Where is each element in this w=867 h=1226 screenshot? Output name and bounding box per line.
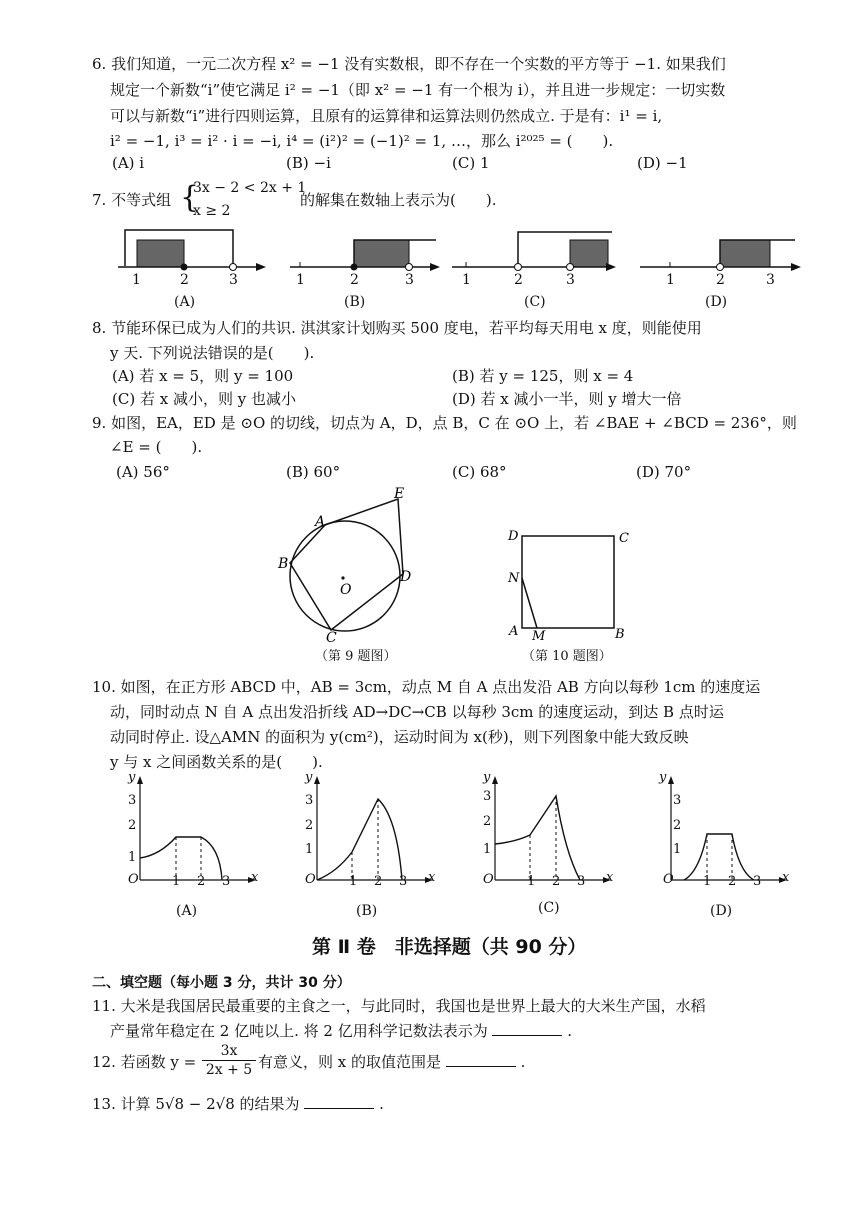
q7-label-d: (D) — [705, 294, 728, 310]
q10-label-a: (A) — [176, 903, 198, 919]
qc-o: O — [483, 872, 494, 887]
q6-option-d: (D) −1 — [637, 154, 688, 172]
q7-ineq1: 3x − 2 < 2x + 1 — [193, 180, 307, 196]
q10-graph-a — [137, 776, 259, 885]
qb-xt3: 3 — [399, 874, 408, 889]
q13-pre: 13. 计算 5√8 − 2√8 的结果为 — [92, 1095, 300, 1113]
q10-label-d: (D) — [710, 903, 733, 919]
q10-graph-d — [668, 776, 790, 885]
qa-yt2: 2 — [128, 818, 137, 833]
qd-o: O — [663, 872, 674, 887]
q8-option-a: (A) 若 x = 5，则 y = 100 — [112, 367, 294, 385]
qb-yt2: 2 — [305, 818, 314, 833]
q8-line1: 8. 节能环保已成为人们的共识. 淇淇家计划购买 500 度电，若平均每天用电 x 度，则能使用 — [92, 319, 702, 337]
qb-yt1: 1 — [305, 842, 314, 857]
qd-yt3: 3 — [673, 793, 682, 808]
qc-yt1: 1 — [483, 842, 492, 857]
q10-point-m: M — [532, 629, 546, 644]
qc-yt3: 3 — [483, 789, 492, 804]
q11-line2 — [110, 1021, 572, 1041]
qb-x: x — [428, 870, 436, 885]
q12-post-line — [258, 1052, 525, 1072]
q10-line2: 动，同时动点 N 自 A 点出发沿折线 AD→DC→CB 以每秒 3cm 的速度运动，到达 B 点时运 — [110, 703, 724, 721]
q10-point-d: D — [508, 529, 519, 544]
q10-caption: （第 10 题图） — [522, 649, 612, 664]
q6-line1: 6. 我们知道，一元二次方程 x² = −1 没有实数根，即不存在一个实数的平方等于 −1. 如果我们 — [92, 55, 726, 73]
q9-line1: 9. 如图，EA，ED 是 ⊙O 的切线，切点为 A，D，点 B，C 在 ⊙O 上，若 ∠BAE + ∠BCD = 236°，则 — [92, 414, 797, 432]
q6-line2: 规定一个新数“i”使它满足 i² = −1（即 x² = −1 有一个根为 i），并且进一步规定：一切实数 — [110, 81, 726, 99]
q7-a-tick1: 1 — [132, 272, 141, 288]
qd-y: y — [659, 770, 667, 785]
q8-option-b: (B) 若 y = 125，则 x = 4 — [452, 367, 634, 385]
q7-d-tick3: 3 — [766, 272, 775, 288]
q8-line2: y 天. 下列说法错误的是( ). — [110, 344, 315, 362]
qd-xt3: 3 — [753, 874, 762, 889]
q7-a-tick2: 2 — [180, 272, 189, 288]
q7-a-tick3: 3 — [229, 272, 238, 288]
q12-pre: 12. 若函数 y = — [92, 1053, 197, 1071]
q9-line2: ∠E = ( ). — [110, 438, 203, 456]
q13-answer-blank[interactable] — [304, 1094, 374, 1109]
q11-answer-blank[interactable] — [492, 1021, 562, 1036]
q9-figure — [270, 486, 440, 646]
q10-graph-b — [314, 776, 436, 885]
qa-yt1: 1 — [128, 850, 137, 865]
part2-heading: 第 Ⅱ 卷 非选择题（共 90 分） — [312, 936, 587, 958]
q9-point-e: E — [394, 486, 405, 502]
q7-c-tick3: 3 — [566, 272, 575, 288]
qc-x: x — [606, 870, 614, 885]
q10-point-b: B — [615, 627, 625, 642]
q7-suffix: 的解集在数轴上表示为( ). — [300, 191, 497, 209]
q9-option-c: (C) 68° — [452, 463, 507, 481]
q10-point-n: N — [508, 571, 520, 586]
qd-xt2: 2 — [728, 874, 737, 889]
q13-line — [92, 1094, 384, 1114]
q10-figure — [500, 522, 640, 647]
q10-label-c: (C) — [538, 900, 560, 916]
q7-brace: { — [180, 180, 200, 215]
qb-o: O — [305, 872, 316, 887]
q7-d-tick2: 2 — [716, 272, 725, 288]
q12-fraction — [202, 1042, 256, 1079]
q11-line2-text: 产量常年稳定在 2 亿吨以上. 将 2 亿用科学记数法表示为 — [110, 1022, 488, 1040]
qa-x: x — [251, 870, 259, 885]
q10-line1: 10. 如图，在正方形 ABCD 中，AB = 3cm，动点 M 自 A 点出发沿 AB 方向以每秒 1cm 的速度运 — [92, 678, 761, 696]
q9-point-a: A — [315, 514, 326, 530]
q7-c-tick2: 2 — [514, 272, 523, 288]
qd-yt1: 1 — [673, 842, 682, 857]
q6-option-a: (A) i — [112, 154, 145, 172]
q9-point-b: B — [278, 556, 289, 572]
q7-option-b-line — [290, 240, 440, 271]
q7-label-b: (B) — [344, 294, 366, 310]
q9-point-o: O — [340, 582, 352, 598]
qb-y: y — [305, 770, 313, 785]
q7-label-c: (C) — [524, 294, 546, 310]
q6-option-b: (B) −i — [286, 154, 331, 172]
q9-option-b: (B) 60° — [286, 463, 341, 481]
q7-prefix: 7. 不等式组 — [92, 191, 172, 209]
qc-yt2: 2 — [483, 814, 492, 829]
qc-xt1: 1 — [527, 874, 536, 889]
q7-number-lines — [0, 222, 867, 314]
q11-line1: 11. 大米是我国居民最重要的主食之一，与此同时，我国也是世界上最大的大米生产国，水稻 — [92, 997, 706, 1015]
q13-end: . — [379, 1095, 384, 1113]
q10-label-b: (B) — [356, 903, 378, 919]
q7-option-c-line — [452, 232, 616, 271]
q8-option-c: (C) 若 x 减小，则 y 也减小 — [112, 390, 296, 408]
q7-b-tick1: 1 — [296, 272, 305, 288]
qa-y: y — [128, 770, 136, 785]
qa-yt3: 3 — [128, 793, 137, 808]
q7-label-a: (A) — [174, 294, 196, 310]
qd-xt1: 1 — [703, 874, 712, 889]
q7-option-a-line — [118, 230, 266, 271]
q7-b-tick3: 3 — [405, 272, 414, 288]
qa-o: O — [128, 872, 139, 887]
q12-end: . — [520, 1053, 526, 1071]
q7-b-tick2: 2 — [350, 272, 359, 288]
q10-point-c: C — [619, 531, 629, 546]
qc-xt3: 3 — [577, 874, 586, 889]
q9-point-c: C — [326, 630, 337, 646]
q9-option-d: (D) 70° — [636, 463, 692, 481]
qd-x: x — [782, 870, 790, 885]
q6-line3: 可以与新数“i”进行四则运算，且原有的运算律和运算法则仍然成立. 于是有：i¹ = i, — [110, 107, 663, 125]
q6-line4: i² = −1, i³ = i² · i = −i, i⁴ = (i²)² = (−1)² = 1, …，那么 i²⁰²⁵ = ( ). — [110, 132, 614, 150]
qc-xt2: 2 — [552, 874, 561, 889]
q7-c-tick1: 1 — [462, 272, 471, 288]
qa-xt3: 3 — [222, 874, 231, 889]
q9-point-d: D — [400, 569, 412, 585]
q9-caption: （第 9 题图） — [315, 649, 397, 664]
q10-point-a: A — [509, 624, 519, 639]
q11-line2-end: . — [567, 1022, 573, 1040]
section2-title: 二、填空题（每小题 3 分，共计 30 分） — [92, 975, 351, 991]
qb-yt3: 3 — [305, 793, 314, 808]
q10-line4: y 与 x 之间函数关系的是( ). — [110, 753, 323, 771]
qb-xt1: 1 — [349, 874, 358, 889]
q12-post: 有意义，则 x 的取值范围是 — [258, 1053, 441, 1071]
q7-d-tick1: 1 — [666, 272, 675, 288]
qa-xt2: 2 — [197, 874, 206, 889]
q7-ineq2: x ≥ 2 — [193, 203, 231, 219]
q12-denominator: 2x + 5 — [205, 1062, 253, 1078]
q10-line3: 动同时停止. 设△AMN 的面积为 y(cm²)，运动时间为 x(秒)，则下列图象中能大致反映 — [110, 728, 689, 746]
qb-xt2: 2 — [374, 874, 383, 889]
q12-answer-blank[interactable] — [446, 1052, 516, 1067]
q7-option-d-line — [640, 240, 801, 271]
q6-option-c: (C) 1 — [452, 154, 490, 172]
qc-y: y — [483, 770, 491, 785]
q8-option-d: (D) 若 x 减小一半，则 y 增大一倍 — [452, 390, 682, 408]
q10-graph-c — [492, 776, 614, 885]
q9-option-a: (A) 56° — [116, 463, 170, 481]
qa-xt1: 1 — [172, 874, 181, 889]
q12-numerator: 3x — [202, 1042, 256, 1061]
qd-yt2: 2 — [673, 818, 682, 833]
